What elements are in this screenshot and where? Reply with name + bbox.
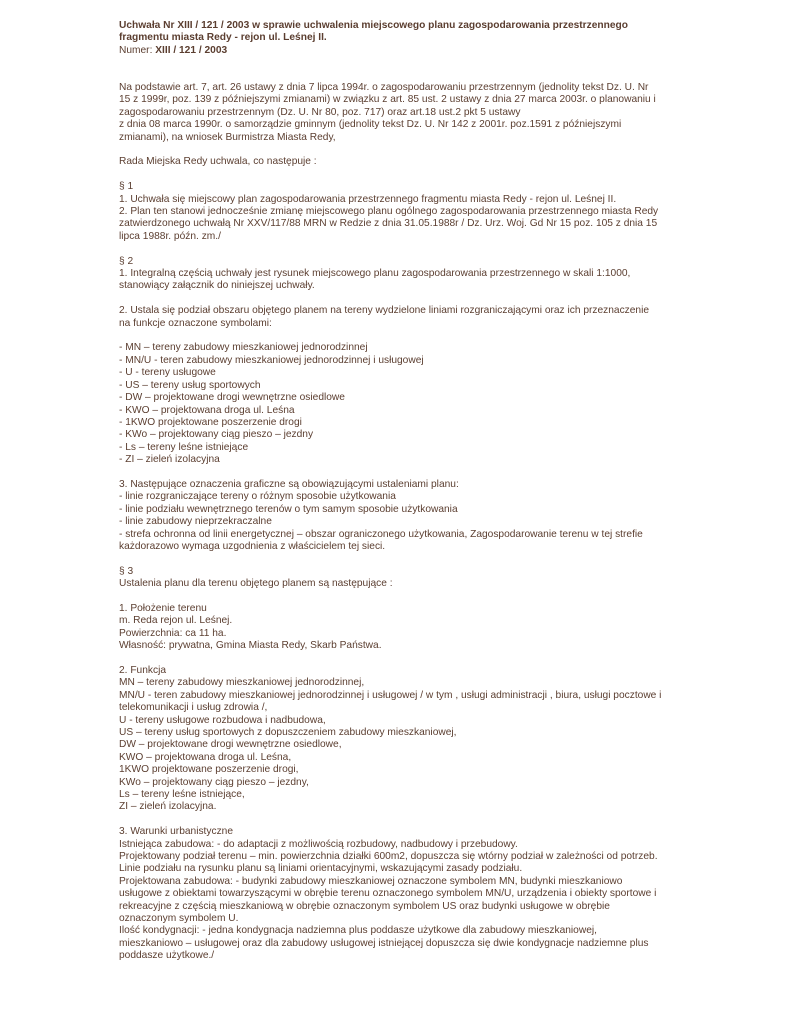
- symbols-list-item: - DW – projektowane drogi wewnętrzne osiedlowe: [119, 392, 345, 404]
- intro-line: zmianami), na wniosek Burmistrza Miasta Redy,: [119, 131, 336, 143]
- document-title-line-2: fragmentu miasta Redy - rejon ul. Leśnej II.: [119, 32, 327, 44]
- section-2: [119, 256, 675, 554]
- symbols-list: [119, 342, 675, 466]
- section-3-p3-line: Projektowany podział terenu – min. powierzchnia działki 600m2, dopuszcza się wtórny podział w zależności od potrzeb.: [119, 851, 658, 863]
- section-3-p2-line: ZI – zieleń izolacyjna.: [119, 801, 217, 813]
- section-3-p1-line: Powierzchnia: ca 11 ha.: [119, 627, 227, 639]
- section-3-p1-line: m. Reda rejon ul. Leśnej.: [119, 615, 233, 627]
- symbols-list-item: - 1KWO projektowane poszerzenie drogi: [119, 416, 302, 428]
- section-2-p3-line: - linie podziału wewnętrznego terenów o tym samym sposobie użytkowania: [119, 503, 458, 515]
- document-number-label: Numer:: [119, 44, 156, 56]
- symbols-list-item: - Ls – tereny leśne istniejące: [119, 441, 249, 453]
- section-3-p1-line: Własność: prywatna, Gmina Miasta Redy, Skarb Państwa.: [119, 640, 382, 652]
- section-2-p3-line: - strefa ochronna od linii energetycznej – obszar ograniczonego użytkowania, Zagospodarowanie terenu w tej strefie: [119, 528, 643, 540]
- document-title-line-1: Uchwała Nr XIII / 121 / 2003 w sprawie uchwalenia miejscowego planu zagospodarowania przestrzennego: [119, 20, 628, 31]
- section-1: [119, 181, 675, 243]
- section-3-intro: Ustalenia planu dla terenu objętego planem są następujące :: [119, 578, 393, 590]
- intro-line: 15 z 1999r, poz. 139 z późniejszymi zmianami) w związku z art. 85 ust. 2 ustawy z dnia 27 marca 2003r. o planowaniu i: [119, 94, 656, 106]
- section-3-p2-line: KWO – projektowana droga ul. Leśna,: [119, 751, 292, 763]
- section-3-p3-line: poddasze użytkowe./: [119, 950, 215, 962]
- section-3-p2-line: DW – projektowane drogi wewnętrzne osiedlowe,: [119, 739, 342, 751]
- section-3-p2-line: Ls – tereny leśne istniejące,: [119, 789, 245, 801]
- section-3-heading: § 3: [119, 565, 134, 577]
- section-3: [119, 566, 675, 963]
- symbols-list-item: - KWo – projektowany ciąg pieszo – jezdny: [119, 429, 314, 441]
- section-2-p3-line: 3. Następujące oznaczenia graficzne są obowiązującymi ustaleniami planu:: [119, 478, 459, 490]
- resolution-statement: Rada Miejska Redy uchwala, co następuje :: [119, 156, 317, 168]
- section-3-p2-line: U - tereny usługowe rozbudowa i nadbudowa,: [119, 714, 326, 726]
- section-3-p2-line: MN – tereny zabudowy mieszkaniowej jednorodzinnej,: [119, 677, 365, 689]
- intro-line: z dnia 08 marca 1990r. o samorządzie gminnym (jednolity tekst Dz. U. Nr 142 z 2001r. poz.1591 z późniejszymi: [119, 119, 622, 131]
- document-content: [119, 20, 675, 963]
- intro-line: Na podstawie art. 7, art. 26 ustawy z dnia 7 lipca 1994r. o zagospodarowaniu przestrzennym (jednolity tekst Dz. U. Nr: [119, 82, 649, 94]
- section-3-p2-line: 1KWO projektowane poszerzenie drogi,: [119, 764, 299, 776]
- document-number-value: XIII / 121 / 2003: [155, 44, 228, 56]
- section-3-p2-line: KWo – projektowany ciąg pieszo – jezdny,: [119, 776, 309, 788]
- section-2-p3-line: każdorazowo wymaga uzgodnienia z właścicielem tej sieci.: [119, 540, 386, 552]
- section-2-heading: § 2: [119, 255, 134, 267]
- section-3-p3-line: Projektowana zabudowa: - budynki zabudowy mieszkaniowej oznaczone symbolem MN, budynki mieszkaniowo: [119, 875, 623, 887]
- section-1-heading: § 1: [119, 181, 134, 193]
- section-3-p2-line: 2. Funkcja: [119, 664, 166, 676]
- section-3-p1-line: 1. Położenie terenu: [119, 602, 207, 614]
- section-3-p3-line: 3. Warunki urbanistyczne: [119, 826, 233, 838]
- intro-line: zagospodarowaniu przestrzennym (Dz. U. Nr 80, poz. 717) oraz art.18 ust.2 pkt 5 ustawy: [119, 106, 521, 118]
- section-1-line: lipca 1988r. późn. zm./: [119, 230, 221, 242]
- section-3-p3-line: Ilość kondygnacji: - jedna kondygnacja nadziemna plus poddasze użytkowe dla zabudowy mieszkaniowej,: [119, 925, 597, 937]
- section-2-p2-line: na funkcje oznaczone symbolami:: [119, 317, 272, 329]
- section-3-p3-line: rekreacyjne z częścią mieszkaniową w obrębie oznaczonym symbolem US oraz budynki usługowe w obrębie: [119, 900, 610, 912]
- section-3-p2-line: MN/U - teren zabudowy mieszkaniowej jednorodzinnej i usługowej / w tym , usługi administracji , biura, usługi pocztowe i: [119, 689, 662, 701]
- section-1-line: 2. Plan ten stanowi jednocześnie zmianę miejscowego planu ogólnego zagospodarowania przestrzennego miasta Redy: [119, 206, 659, 218]
- symbols-list-item: - US – tereny usług sportowych: [119, 379, 261, 391]
- symbols-list-item: - U - tereny usługowe: [119, 367, 216, 379]
- section-2-p1-line: stanowiący załącznik do niniejszej uchwały.: [119, 280, 315, 292]
- section-3-p2-line: telekomunikacji i usług zdrowia /,: [119, 702, 268, 714]
- section-1-line: zatwierdzonego uchwałą Nr XXV/117/88 MRN w Redzie z dnia 31.05.1988r / Dz. Urz. Woj. Gd Nr 15 poz. 105 z dnia 15: [119, 218, 658, 230]
- section-3-p3-line: oznaczonym symbolem U.: [119, 913, 239, 925]
- symbols-list-item: - MN – tereny zabudowy mieszkaniowej jednorodzinnej: [119, 342, 368, 354]
- section-3-p3-line: usługowe z obiektami towarzyszącymi w obrębie terenu oznaczonego symbolem MN/U, urządzenia i obiekty sportowe i: [119, 888, 657, 900]
- symbols-list-item: - ZI – zieleń izolacyjna: [119, 454, 220, 466]
- section-3-p3-line: mieszkaniowo – usługowej oraz dla zabudowy usługowej istniejącej dopuszcza się dwie kondygnacje nadziemne plus: [119, 937, 649, 949]
- section-2-p1-line: 1. Integralną częścią uchwały jest rysunek miejscowego planu zagospodarowania przestrzennego w skali 1:1000,: [119, 268, 631, 280]
- section-3-p3-line: Istniejąca zabudowa: - do adaptacji z możliwością rozbudowy, nadbudowy i przebudowy.: [119, 838, 518, 850]
- document-number: [119, 45, 675, 57]
- section-3-p2-line: US – tereny usług sportowych z dopuszczeniem zabudowy mieszkaniowej,: [119, 727, 457, 738]
- document-header: [119, 20, 675, 57]
- symbols-list-item: - KWO – projektowana droga ul. Leśna: [119, 404, 295, 416]
- section-1-line: 1. Uchwała się miejscowy plan zagospodarowania przestrzennego fragmentu miasta Redy - rejon ul. Leśnej II.: [119, 193, 617, 205]
- symbols-list-item: - MN/U - teren zabudowy mieszkaniowej jednorodzinnej i usługowej: [119, 354, 424, 366]
- intro-paragraph: [119, 82, 675, 144]
- section-2-p3-line: - linie zabudowy nieprzekraczalne: [119, 516, 272, 528]
- section-2-p2-line: 2. Ustala się podział obszaru objętego planem na tereny wydzielone liniami rozgraniczającymi oraz ich przeznaczenie: [119, 305, 650, 317]
- section-2-p3-line: - linie rozgraniczające tereny o różnym sposobie użytkowania: [119, 491, 396, 503]
- section-3-p3-line: Linie podziału na rysunku planu są liniami orientacyjnymi, wskazującymi zasady podziału.: [119, 863, 523, 875]
